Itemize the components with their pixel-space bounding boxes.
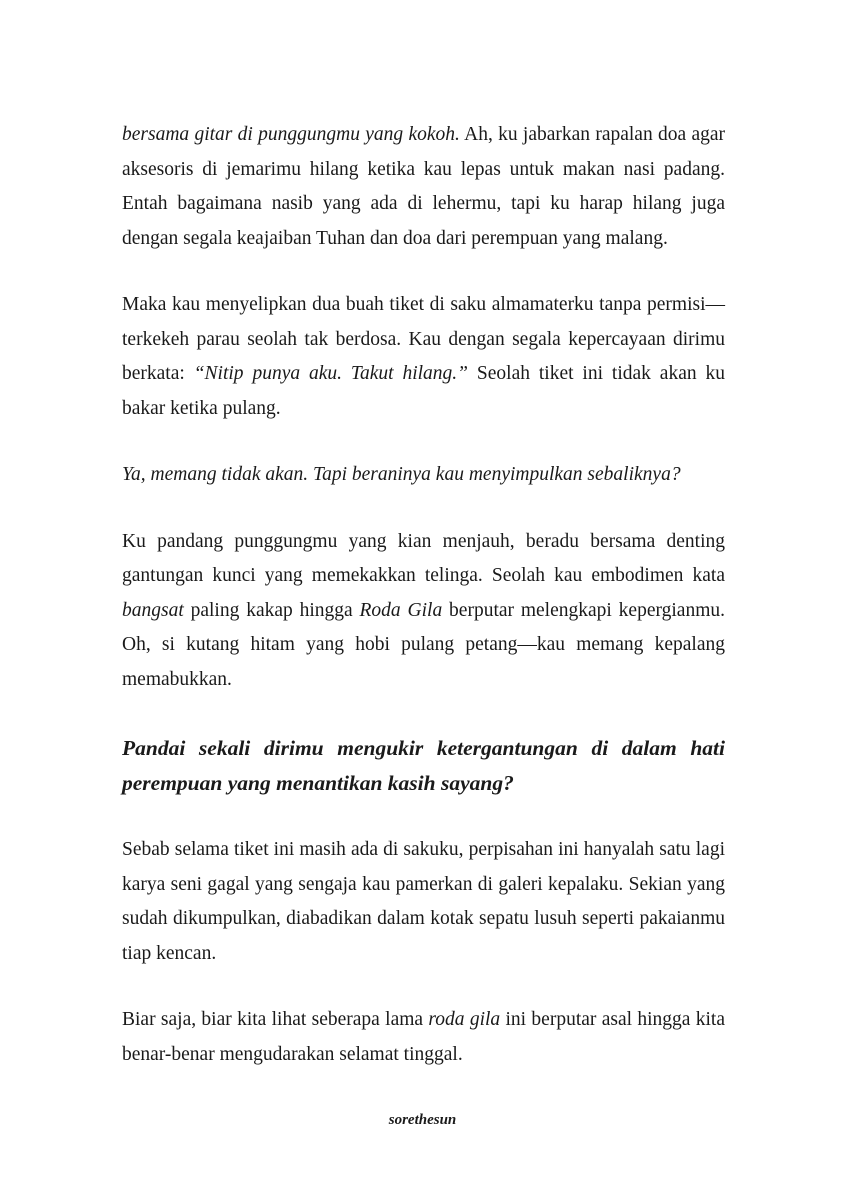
paragraph-text: Ku pandang punggungmu yang kian menjauh, beradu bersama denting gantungan kunci yang memekakkan telinga. Seolah kau embodimen kata bbox=[122, 530, 725, 586]
paragraph-7 bbox=[122, 1003, 725, 1072]
quoted-speech: “Nitip punya aku. Takut hilang.” bbox=[193, 363, 469, 384]
paragraph-text: Ah, ku jabarkan rapalan doa agar aksesoris di jemarimu hilang ketika kau lepas untuk makan nasi padang. Entah bagaimana nasib yang ada di lehermu, tapi ku harap hilang juga dengan segala keajaiban Tuhan dan doa dari perempuan yang malang. bbox=[122, 124, 726, 249]
paragraph-text: Biar saja, biar kita lihat seberapa lama bbox=[122, 1009, 429, 1030]
italic-phrase: bersama gitar di punggungmu yang kokoh. bbox=[122, 124, 460, 145]
document-body bbox=[122, 118, 725, 1072]
author-signature: sorethesun bbox=[388, 1112, 457, 1128]
paragraph-4 bbox=[122, 525, 725, 698]
paragraph-5-bold-italic: Pandai sekali dirimu mengukir ketergantungan di dalam hati perempuan yang menantikan kasih sayang? bbox=[122, 736, 725, 795]
paragraph-1 bbox=[122, 118, 725, 256]
paragraph-3-italic: Ya, memang tidak akan. Tapi beraninya kau menyimpulkan sebaliknya? bbox=[122, 464, 681, 485]
italic-title: Roda Gila bbox=[359, 599, 443, 621]
italic-phrase: roda gila bbox=[428, 1009, 501, 1030]
paragraph-text: berputar melengkapi kepergianmu. Oh, si kutang hitam yang hobi pulang petang—kau memang kepalang memabukkan. bbox=[122, 599, 725, 690]
paragraph-6: Sebab selama tiket ini masih ada di sakuku, perpisahan ini hanyalah satu lagi karya seni gagal yang sengaja kau pamerkan di galeri kepalaku. Sekian yang sudah dikumpulkan, diabadikan dalam kotak sepatu lusuh seperti pakaianmu tiap kencan. bbox=[122, 839, 725, 964]
paragraph-text: paling kakap hingga bbox=[183, 599, 360, 621]
paragraph-2 bbox=[122, 288, 725, 426]
paragraph-text: Maka kau menyelipkan dua buah tiket di saku almamaterku tanpa permisi—terkekeh parau seolah tak berdosa. Kau dengan segala kepercayaan dirimu berkata: bbox=[122, 294, 725, 384]
italic-word: bangsat bbox=[122, 599, 184, 621]
paragraph-text: ini berputar asal hingga kita benar-benar mengudarakan selamat tinggal. bbox=[122, 1009, 725, 1065]
paragraph-text: Seolah tiket ini tidak akan ku bakar ketika pulang. bbox=[122, 363, 726, 419]
